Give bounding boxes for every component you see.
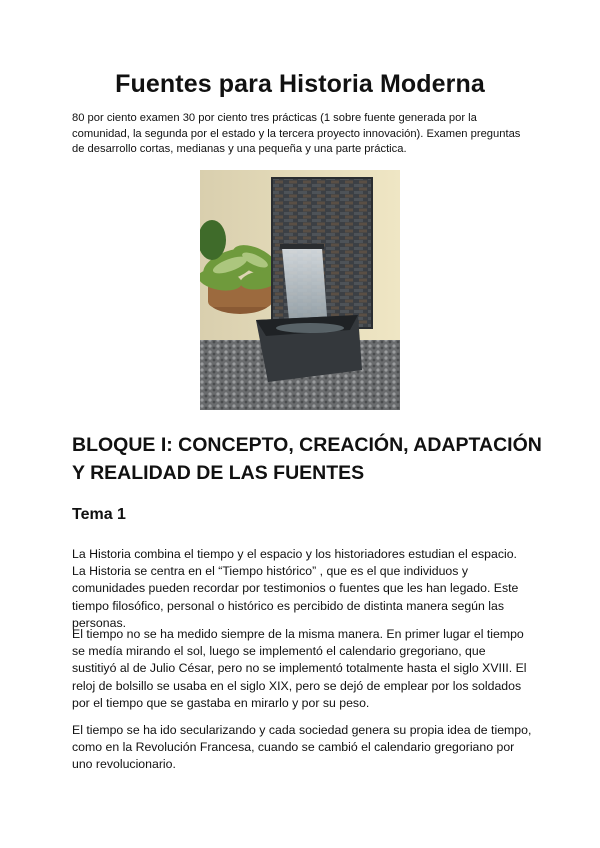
topic-heading: Tema 1 <box>72 506 126 523</box>
fountain-photo <box>200 170 400 410</box>
body-paragraph: La Historia combina el tiempo y el espacio y los historiadores estudian el espacio. La Historia se centra en el “Tiempo histórico” , que es el que individuos y comunidades pueden recordar por testimonios o fuentes que les han legado. Este tiempo filosófico, personal o histórico es percibido de distinta manera según las personas. <box>72 547 519 630</box>
page-title: Fuentes para Historia Moderna <box>115 70 485 98</box>
intro-paragraph: 80 por ciento examen 30 por ciento tres prácticas (1 sobre fuente generada por la comunidad, la segunda por el estado y la tercera proyecto innovación). Examen preguntas de desarrollo cortas, medianas y una pequeña y una parte práctica. <box>72 112 521 155</box>
body-paragraph: El tiempo no se ha medido siempre de la misma manera. En primer lugar el tiempo se medía mirando el sol, luego se implementó el calendario gregoriano, que sustitiyó al de Julio César, pero no se implementó totalmente hasta el siglo XVIII. El reloj de bolsillo se usaba en el siglo XIX, pero se dejó de emplear por los soldados por el tiempo que se gastaba en mirarlo y por su peso. <box>72 627 527 710</box>
block-heading: BLOQUE I: CONCEPTO, CREACIÓN, ADAPTACIÓN Y REALIDAD DE LAS FUENTES <box>72 434 542 484</box>
body-paragraph: El tiempo se ha ido secularizando y cada sociedad genera su propia idea de tiempo, como en la Revolución Francesa, cuando se cambió el calendario gregoriano por uno revolucionario. <box>72 723 532 772</box>
